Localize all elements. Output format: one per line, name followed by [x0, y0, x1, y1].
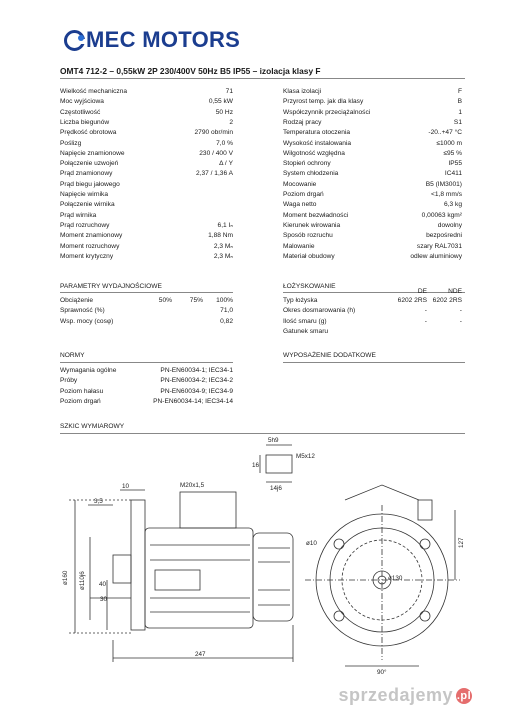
spec-row-value: bezpośredni — [426, 232, 462, 240]
label-30: 30 — [100, 596, 108, 603]
norm-row-label: Próby — [60, 377, 78, 385]
spec-row-value: ≤1000 m — [436, 139, 462, 147]
spec-row-label: Poślizg — [60, 139, 82, 147]
norm-row-value: PN-EN60034-9; IEC34-9 — [160, 387, 233, 395]
spec-row-value: 230 / 400 V — [199, 149, 233, 157]
label-127: 127 — [458, 537, 465, 548]
norm-row-value: PN-EN60034-2; IEC34-2 — [160, 377, 233, 385]
spec-row-value: 6,1 Iₙ — [217, 221, 233, 229]
performance-row-label: Sprawność (%) — [60, 307, 105, 315]
spec-row-value: B5 (IM3001) — [425, 180, 462, 188]
spec-row-label: Moment krytyczny — [60, 252, 114, 260]
performance-row-value: 0,82 — [220, 317, 233, 325]
spec-row-value: 2 — [229, 118, 233, 126]
spec-row-value: 50 Hz — [215, 108, 233, 116]
label-m20: M20x1,5 — [180, 482, 205, 489]
norm-row-label: Poziom hałasu — [60, 387, 104, 395]
label-247: 247 — [195, 651, 206, 658]
spec-row-label: Połączenie uzwojeń — [60, 160, 119, 168]
spec-row-label: Wysokość instalowania — [283, 139, 352, 147]
spec-row-value: -20..+47 °C — [428, 129, 462, 137]
spec-row-value: 0,55 kW — [208, 98, 233, 106]
label-dia10: ø10 — [306, 540, 317, 547]
spec-row-label: Sposób rozruchu — [283, 232, 333, 240]
spec-row-label: Częstotliwość — [60, 108, 101, 116]
spec-row-label: Połączenie wirnika — [60, 201, 115, 209]
spec-row-label: Prędkość obrotowa — [60, 129, 117, 137]
spec-row-label: Malowanie — [283, 242, 315, 250]
bearing-row-value: 6202 2RS — [432, 297, 462, 304]
spec-row-value: 2790 obr/min — [194, 129, 233, 137]
spec-row-label: Liczba biegunów — [60, 118, 110, 126]
spec-row-value: IP55 — [448, 160, 462, 168]
motor-body — [145, 528, 253, 628]
spec-row-label: Mocowanie — [283, 180, 317, 188]
spec-row-value: 7,0 % — [216, 139, 233, 147]
spec-row-label: Moment bezwładności — [283, 211, 349, 219]
bearing-row-value: - — [459, 307, 462, 315]
bearings-heading: ŁOŻYSKOWANIE — [283, 283, 336, 290]
norms-heading: NORMY — [60, 352, 85, 359]
spec-row-value: 6,3 kg — [444, 201, 462, 209]
spec-row-label: Kierunek wirowania — [283, 221, 341, 229]
spec-row-label: Poziom drgań — [283, 191, 324, 198]
spec-row-label: Współczynnik przeciążalności — [283, 108, 371, 116]
terminal-box — [180, 492, 236, 528]
spec-row-label: Temperatura otoczenia — [283, 129, 351, 137]
bearing-row-label: Typ łożyska — [283, 297, 318, 304]
spec-row-label: Klasa izolacji — [283, 88, 322, 95]
spec-row-label: Wilgotność względna — [283, 149, 345, 157]
label-40: 40 — [99, 581, 107, 588]
front-terminal-box — [345, 485, 419, 500]
norm-row-label: Wymagania ogólne — [60, 367, 117, 374]
spec-row-value: ≤95 % — [443, 149, 462, 157]
performance-row-value: 50% — [158, 297, 172, 304]
label-10: 10 — [122, 483, 130, 490]
spec-row-value: F — [457, 88, 462, 95]
shaft — [113, 555, 131, 583]
spec-row-label: Materiał obudowy — [283, 252, 335, 260]
spec-row-value: 0,00063 kgm² — [421, 211, 462, 219]
bearing-row-label: Gatunek smaru — [283, 327, 329, 335]
spec-row-label: Wielkość mechaniczna — [60, 88, 128, 95]
spec-row-value: Δ / Y — [219, 160, 233, 168]
bearings-col-nde: NDE — [448, 288, 462, 295]
bearing-row-value: - — [459, 317, 462, 325]
spec-row-label: Stopień ochrony — [283, 160, 331, 168]
performance-heading: PARAMETRY WYDAJNOŚCIOWE — [60, 283, 162, 290]
spec-row-label: Przyrost temp. jak dla klasy — [283, 98, 364, 106]
label-110j6: ø110j6 — [79, 571, 86, 590]
spec-row-value: 2,37 / 1,36 A — [195, 170, 233, 178]
spec-row-value: odlew aluminiowy — [410, 252, 462, 260]
spec-row-label: Prąd wirnika — [60, 211, 97, 219]
spec-row-label: Rodzaj pracy — [283, 118, 322, 126]
spec-row-label: Moment znamionowy — [60, 232, 123, 240]
spec-row-value: 1,88 Nm — [208, 232, 233, 240]
label-dia130: ø130 — [388, 575, 403, 582]
spec-row-label: Waga netto — [283, 201, 317, 209]
spec-row-label: Prąd rozruchowy — [60, 221, 110, 229]
spec-row-label: Napięcie znamionowe — [60, 149, 125, 157]
bearing-row-label: Okres dosmarowania (h) — [283, 307, 356, 315]
label-3-5: 3,5 — [94, 498, 103, 505]
performance-row-label: Wsp. mocy (cosφ) — [60, 317, 114, 325]
label-5h9: 5h9 — [268, 437, 279, 444]
bearings-col-de: DE — [417, 288, 427, 295]
spec-row-value: B — [457, 98, 462, 106]
performance-row-value: 100% — [216, 297, 233, 304]
spec-row-label: Moc wyjściowa — [60, 98, 104, 106]
label-90deg: 90° — [377, 669, 387, 676]
spec-row-label: System chłodzenia — [283, 170, 339, 178]
label-14j6: 14j6 — [270, 485, 282, 492]
spec-row-value: 2,3 Mₙ — [213, 252, 233, 260]
spec-row-value: 1 — [458, 108, 462, 116]
spec-row-value: szary RAL7031 — [416, 242, 462, 250]
spec-row-value: S1 — [453, 118, 462, 126]
spec-row-value: dowolny — [437, 221, 462, 229]
spec-row-value: 2,3 Mₙ — [213, 242, 233, 250]
norm-row-value: PN-EN60034-14; IEC34-14 — [153, 397, 233, 405]
spec-row-label: Napięcie wirnika — [60, 191, 109, 198]
bearing-row-value: - — [424, 307, 427, 315]
label-16: 16 — [252, 462, 260, 469]
document-title: OMT4 712-2 – 0,55kW 2P 230/400V 50Hz B5 IP55 – izolacja klasy F — [60, 66, 321, 76]
performance-row-label: Obciążenie — [60, 297, 93, 304]
watermark: sprzedajemy .pl — [338, 685, 472, 705]
spec-row-label: Moment rozruchowy — [60, 242, 120, 250]
bearing-row-label: Ilość smaru (g) — [283, 317, 327, 325]
shaft-end-detail — [266, 455, 292, 473]
label-160: ø160 — [62, 570, 69, 585]
bearing-row-value: 6202 2RS — [397, 297, 427, 304]
extras-heading: WYPOSAŻENIE DODATKOWE — [283, 352, 376, 359]
brand-name: MEC MOTORS — [86, 27, 241, 52]
fan-cover — [253, 533, 293, 621]
label-m5x12: M5x12 — [296, 453, 315, 460]
spec-row-value: 71 — [225, 88, 233, 95]
spec-row-label: Prąd biegu jałowego — [60, 180, 120, 188]
norm-row-label: Poziom drgań — [60, 397, 101, 405]
performance-row-value: 71,0 — [220, 307, 233, 315]
performance-row-value: 75% — [189, 297, 203, 304]
spec-row-value: <1,8 mm/s — [431, 191, 462, 198]
spec-row-label: Prąd znamionowy — [60, 170, 113, 178]
norm-row-value: PN-EN60034-1; IEC34-1 — [160, 367, 233, 374]
bearing-row-value: - — [424, 317, 427, 325]
drawing-heading: SZKIC WYMIAROWY — [60, 423, 125, 430]
spec-row-value: IC411 — [444, 170, 462, 178]
flange-plate — [131, 500, 145, 630]
